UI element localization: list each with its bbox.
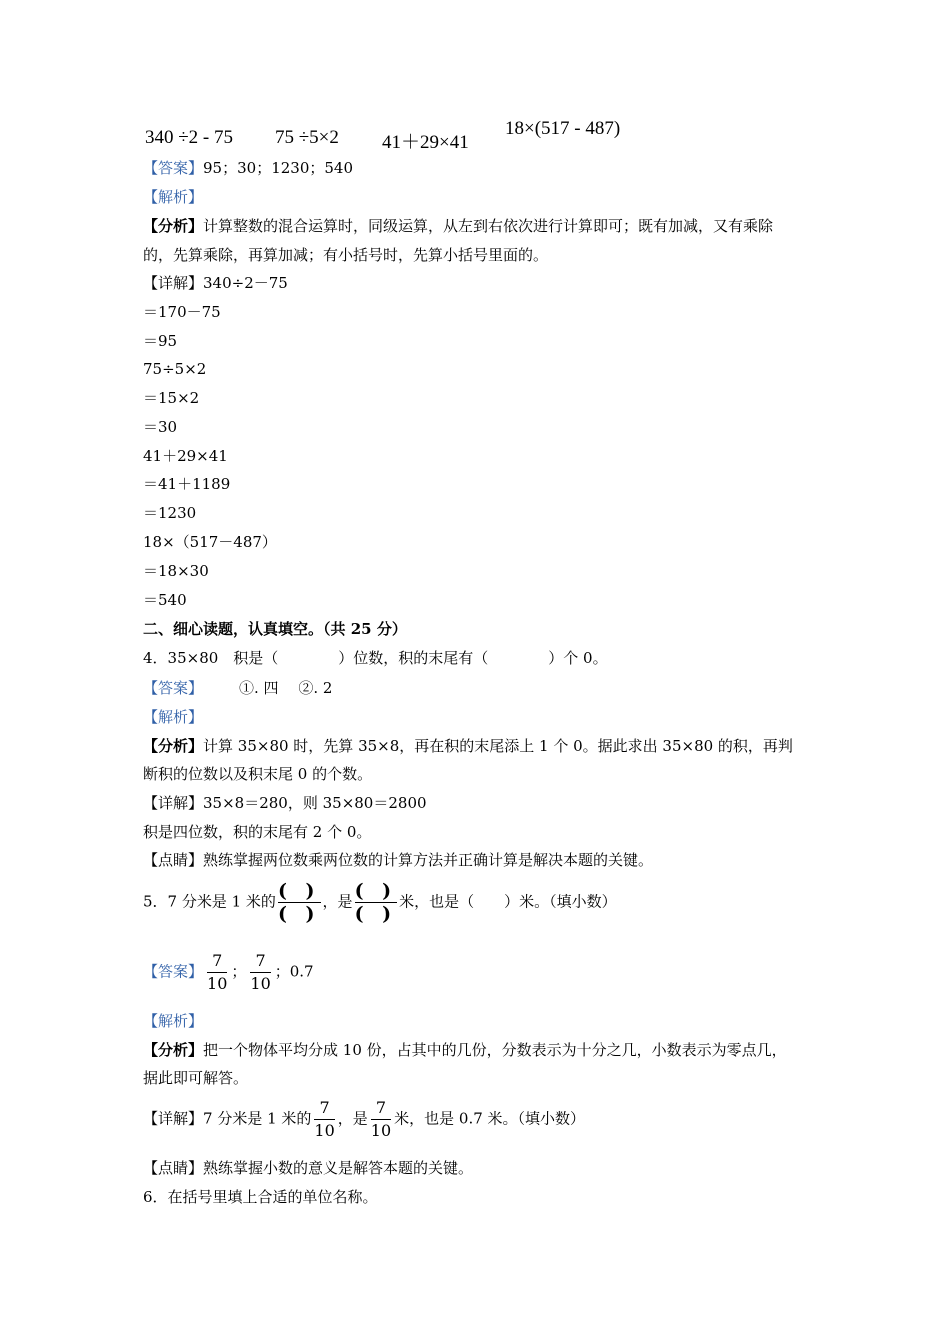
blank-denominator: ( ) — [277, 903, 321, 925]
answer-tag: 【答案】 — [143, 962, 204, 981]
q5-detail-mid: ，是 — [337, 1109, 368, 1128]
answer-tag: 【答案】 — [143, 679, 204, 697]
fenxi-tag: 【分析】 — [143, 1041, 204, 1059]
q5-fenxi-line1 — [143, 1040, 787, 1060]
q4-dianjing-text: 熟练掌握两位数乘两位数的计算方法并正确计算是解决本题的关键。 — [203, 851, 654, 869]
q3-fenxi-line1 — [143, 216, 773, 236]
q3-step-2: ＝95 — [143, 332, 178, 350]
fraction-denominator: 10 — [207, 974, 228, 993]
q4-detail-line1 — [143, 793, 427, 813]
q4-answer-line — [143, 678, 332, 698]
q5-dianjing-text: 熟练掌握小数的意义是解答本题的关键。 — [203, 1159, 474, 1177]
q5-detail-line — [143, 1097, 585, 1142]
q5-answer-line — [143, 950, 314, 995]
fraction-denominator: 10 — [370, 1121, 392, 1140]
q3-step-7: ＝41＋1189 — [143, 475, 231, 493]
q5-question — [143, 880, 617, 925]
analysis-tag: 【解析】 — [143, 708, 204, 726]
q3-step-11: ＝540 — [143, 591, 187, 609]
q5-dianjing-line — [143, 1158, 473, 1178]
q3-step-3: 75÷5×2 — [143, 360, 207, 378]
fraction-numerator: 7 — [212, 951, 223, 970]
q3-step-10: ＝18×30 — [143, 562, 209, 580]
q3-step-1: ＝170－75 — [143, 303, 221, 321]
q5-fenxi-text1: 把一个物体平均分成 10 份，占其中的几份，分数表示为十分之几，小数表示为零点几， — [203, 1041, 787, 1059]
expr-2: 75 ÷5×2 — [275, 127, 339, 148]
q5-blank-fraction-2 — [355, 880, 398, 925]
q3-step-6: 41＋29×41 — [143, 447, 228, 465]
detail-tag: 【详解】 — [143, 794, 204, 812]
q3-fenxi-line2: 的，先算乘除，再算加减；有小括号时，先算小括号里面的。 — [143, 246, 549, 264]
dianjing-tag: 【点睛】 — [143, 851, 204, 869]
expr-4: 18×(517 - 487) — [505, 118, 621, 139]
q5-detail-fraction-2 — [371, 1097, 391, 1142]
q5-fenxi-line2: 据此即可解答。 — [143, 1069, 249, 1087]
q5-answer-sep: ； — [231, 962, 247, 981]
blank-denominator: ( ) — [354, 903, 398, 925]
analysis-tag: 【解析】 — [143, 1012, 204, 1030]
q4-answer: ①. 四 ②. 2 — [239, 679, 333, 697]
detail-tag: 【详解】 — [143, 1109, 204, 1128]
q5-mid: ，是 — [322, 892, 353, 911]
blank-numerator: ( ) — [277, 880, 321, 902]
q4-question: 4．35×80 积是（ ）位数，积的末尾有（ ）个 0。 — [143, 649, 608, 667]
q5-blank-fraction-1 — [278, 880, 321, 925]
q4-detail-line2: 积是四位数，积的末尾有 2 个 0。 — [143, 823, 372, 841]
blank-numerator: ( ) — [354, 880, 398, 902]
q3-step-0: 340÷2－75 — [203, 274, 288, 292]
q4-fenxi-text1: 计算 35×80 时，先算 35×8，再在积的末尾添上 1 个 0。据此求出 35×80 的积，再判 — [203, 737, 793, 755]
q5-detail-prefix: 7 分米是 1 米的 — [203, 1109, 312, 1128]
q5-suffix: 米，也是（ ）米。（填小数） — [399, 892, 617, 911]
fraction-numerator: 7 — [319, 1098, 330, 1117]
q4-fenxi-line2: 断积的位数以及积末尾 0 的个数。 — [143, 765, 373, 783]
expr-1: 340 ÷2 - 75 — [145, 127, 234, 148]
fraction-denominator: 10 — [250, 974, 271, 993]
q6-question: 6．在括号里填上合适的单位名称。 — [143, 1188, 378, 1206]
q3-fenxi-text1: 计算整数的混合运算时，同级运算，从左到右依次进行计算即可；既有加减，又有乘除 — [203, 217, 774, 235]
q5-answer-fraction-2 — [250, 950, 270, 995]
q5-detail-fraction-1 — [314, 1097, 334, 1142]
q5-answer-fraction-1 — [207, 950, 227, 995]
fraction-numerator: 7 — [375, 1098, 387, 1117]
q4-fenxi-line1 — [143, 736, 793, 756]
q4-detail-text1: 35×8＝280，则 35×80＝2800 — [203, 794, 427, 812]
q3-detail-line — [143, 273, 288, 293]
section-2-title: 二、细心读题，认真填空。（共 25 分） — [143, 620, 407, 638]
analysis-tag: 【解析】 — [143, 188, 204, 206]
q3-step-5: ＝30 — [143, 418, 178, 436]
answer-tag: 【答案】 — [143, 159, 204, 177]
q3-step-4: ＝15×2 — [143, 389, 200, 407]
fenxi-tag: 【分析】 — [143, 737, 204, 755]
q5-answer-tail: ；0.7 — [274, 962, 314, 981]
q5-detail-suffix: 米，也是 0.7 米。（填小数） — [394, 1109, 586, 1128]
q3-answer: 95；30；1230；540 — [203, 159, 353, 177]
q3-step-8: ＝1230 — [143, 504, 197, 522]
fraction-denominator: 10 — [314, 1121, 335, 1140]
q5-prefix: 5．7 分米是 1 米的 — [143, 892, 276, 911]
detail-tag: 【详解】 — [143, 274, 204, 292]
fraction-numerator: 7 — [255, 951, 266, 970]
dianjing-tag: 【点睛】 — [143, 1159, 204, 1177]
q3-answer-line — [143, 158, 353, 178]
fenxi-tag: 【分析】 — [143, 217, 204, 235]
q4-dianjing-line — [143, 850, 653, 870]
q3-step-9: 18×（517－487） — [143, 533, 277, 551]
expr-3: 41＋29×41 — [382, 132, 469, 153]
